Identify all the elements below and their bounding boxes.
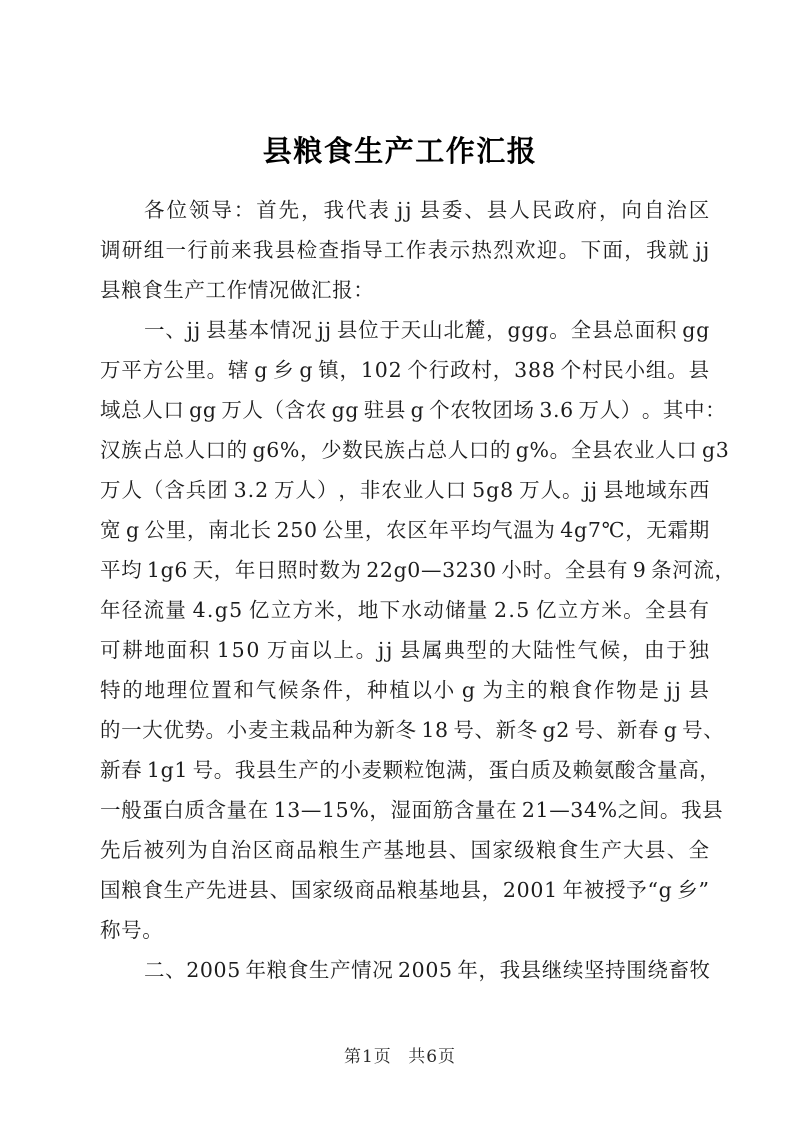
page-footer [0,1042,800,1067]
text-line: 可 耕 地 面 积 1 5 0 万 亩 以 上 。 j j 县 属 典 型 的 大 陆 性 气 候 ， 由 于 独 [100,638,710,662]
text-line: 新 春 1 g 1 号 。 我 县 生 产 的 小 麦 颗 粒 饱 满 ， 蛋 白 质 及 赖 氨 酸 含 量 高 ， [100,758,721,782]
footer-current-page: 第1页 [343,1047,392,1067]
document-body [100,190,736,990]
text-line: 的 一 大 优 势 。 小 麦 主 栽 品 种 为 新 冬 1 8 号 、 新 冬 g 2 号 、 新 春 g 号 、 [100,718,725,742]
text-line: 一 、 j j 县 基 本 情 况 j j 县 位 于 天 山 北 麓 ， g g g 。 全 县 总 面 积 g g [144,318,710,342]
text-line: 万 人 （ 含 兵 团 3 . 2 万 人 ） ， 非 农 业 人 口 5 g 8 万 人 。 j j 县 地 域 东 西 [100,478,710,502]
text-line: 先 后 被 列 为 自 治 区 商 品 粮 生 产 基 地 县 、 国 家 级 粮 食 生 产 大 县 、 全 [100,838,710,862]
text-line: 各 位 领 导 ： 首 先 ， 我 代 表 j j 县 委 、 县 人 民 政 府 ， 向 自 治 区 [144,198,710,222]
page-title: 县粮食生产工作汇报 [262,134,538,168]
text-line: 特 的 地 理 位 置 和 气 候 条 件 ， 种 植 以 小 g 为 主 的 粮 食 作 物 是 j j 县 [100,678,710,702]
text-line: 调 研 组 一 行 前 来 我 县 检 查 指 导 工 作 表 示 热 烈 欢 迎 。 下 面 ， 我 就 j j [100,238,710,262]
text-line: 平 均 1 g 6 天 ， 年 日 照 时 数 为 2 2 g 0 — 3 2 3 0 小 时 。 全 县 有 9 条 河 流 ， [100,558,736,582]
footer-total-pages: 共6页 [408,1047,457,1067]
text-line: 二 、 2 0 0 5 年 粮 食 生 产 情 况 2 0 0 5 年 ， 我 县 继 续 坚 持 围 绕 畜 牧 [144,958,711,982]
text-line: 万 平 方 公 里 。 辖 g 乡 g 镇 ， 1 0 2 个 行 政 村 ， 3 8 8 个 村 民 小 组 。 县 [100,358,710,382]
text-line: 称号。 [100,918,164,942]
text-line: 宽 g 公 里 ， 南 北 长 2 5 0 公 里 ， 农 区 年 平 均 气 温 为 4 g 7 ℃ ， 无 霜 期 [100,518,710,542]
text-line: 县粮食生产工作情况做汇报： [100,278,375,302]
text-line: 国 粮 食 生 产 先 进 县 、 国 家 级 商 品 粮 基 地 县 ， 2 0 0 1 年 被 授 予 “ g 乡 ” [100,878,710,902]
text-line: 年 径 流 量 4 . g 5 亿 立 方 米 ， 地 下 水 动 储 量 2 . 5 亿 立 方 米 。 全 县 有 [100,598,710,622]
text-line: 一 般 蛋 白 质 含 量 在 1 3 — 1 5 % ， 湿 面 筋 含 量 在 2 1 — 3 4 % 之 间 。 我 县 [100,798,724,822]
text-line: 汉 族 占 总 人 口 的 g 6 % ， 少 数 民 族 占 总 人 口 的 g % 。 全 县 农 业 人 口 g 3 [100,438,730,462]
text-line: 域 总 人 口 g g 万 人 （ 含 农 g g 驻 县 g 个 农 牧 团 场 3 . 6 万 人 ） 。 其 中 ： [100,398,727,422]
